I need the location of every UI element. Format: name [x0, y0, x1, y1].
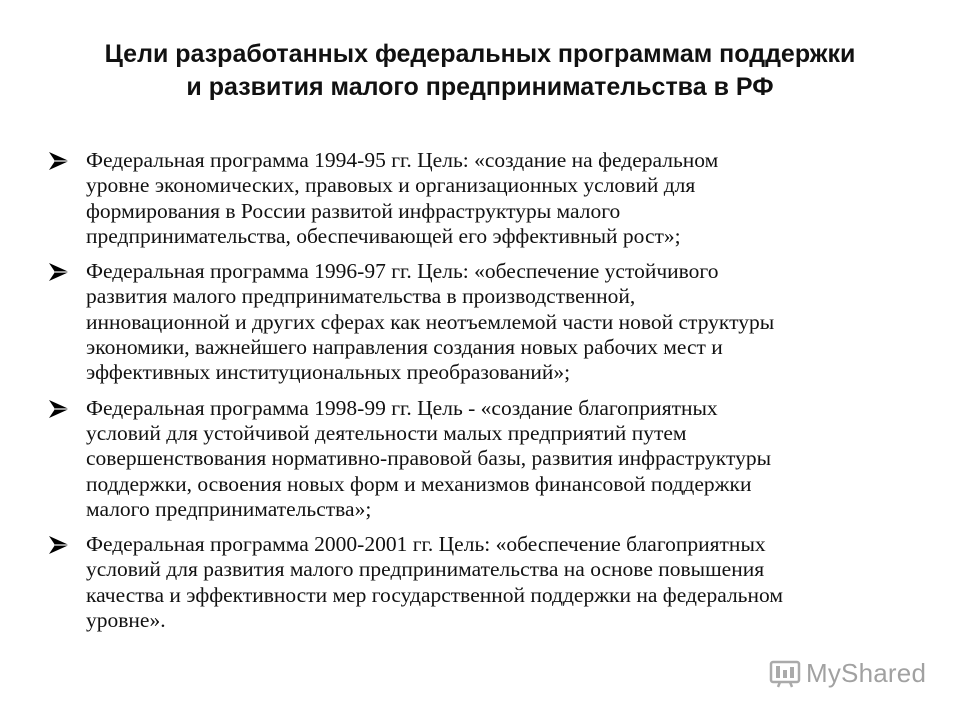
slide-title	[20, 38, 940, 104]
arrowhead-bullet-icon	[48, 535, 70, 555]
watermark-text: MyShared	[806, 657, 927, 688]
arrowhead-bullet-icon	[48, 399, 70, 419]
myshared-logo-icon	[768, 656, 802, 690]
program-text-line: Федеральная программа 1994-95 гг. Цель: «создание на федеральном	[86, 148, 719, 172]
program-item-1994	[48, 148, 948, 249]
program-item-2000	[48, 532, 948, 633]
program-text-line: уровне экономических, правовых и организационных условий для	[86, 173, 696, 198]
program-item-1996	[48, 259, 948, 385]
arrowhead-bullet-icon	[48, 151, 70, 171]
program-text-line: Федеральная программа 2000-2001 гг. Цель: «обеспечение благоприятных	[86, 532, 766, 557]
program-text-line: условий для устойчивой деятельности малых предприятий путем	[86, 420, 687, 445]
program-text-line: эффективных институциональных преобразований»;	[86, 360, 571, 385]
program-text-line: Федеральная программа 1996-97 гг. Цель: «обеспечение устойчивого	[86, 259, 719, 284]
program-text-line: качества и эффективности мер государственной поддержки на федеральном	[86, 582, 783, 607]
program-text-line: совершенствования нормативно-правовой базы, развития инфраструктуры	[86, 446, 772, 471]
program-text-line: формирования в России развитой инфраструктуры малого	[86, 198, 621, 223]
program-text-line: условий для развития малого предпринимательства на основе повышения	[86, 557, 765, 582]
program-list	[48, 148, 948, 643]
program-text-line: уровне».	[86, 608, 166, 633]
program-text-line: малого предпринимательства»;	[86, 496, 372, 521]
title-line-2: и развития малого предпринимательства в РФ	[186, 73, 774, 101]
arrowhead-bullet-icon	[48, 262, 70, 282]
program-item-1998	[48, 396, 948, 522]
program-text-line: экономики, важнейшего направления создания новых рабочих мест и	[86, 335, 723, 360]
program-text-line: инновационной и других сферах как неотъемлемой части новой структуры	[86, 309, 775, 334]
program-text-line: предпринимательства, обеспечивающей его эффективный рост»;	[86, 223, 681, 248]
watermark	[768, 653, 926, 693]
program-text-line: развития малого предпринимательства в производственной,	[86, 284, 636, 309]
title-line-1: Цели разработанных федеральных программам поддержки	[104, 40, 856, 68]
program-text-line: Федеральная программа 1998-99 гг. Цель - «создание благоприятных	[86, 395, 718, 420]
program-text-line: поддержки, освоения новых форм и механизмов финансовой поддержки	[86, 471, 752, 496]
